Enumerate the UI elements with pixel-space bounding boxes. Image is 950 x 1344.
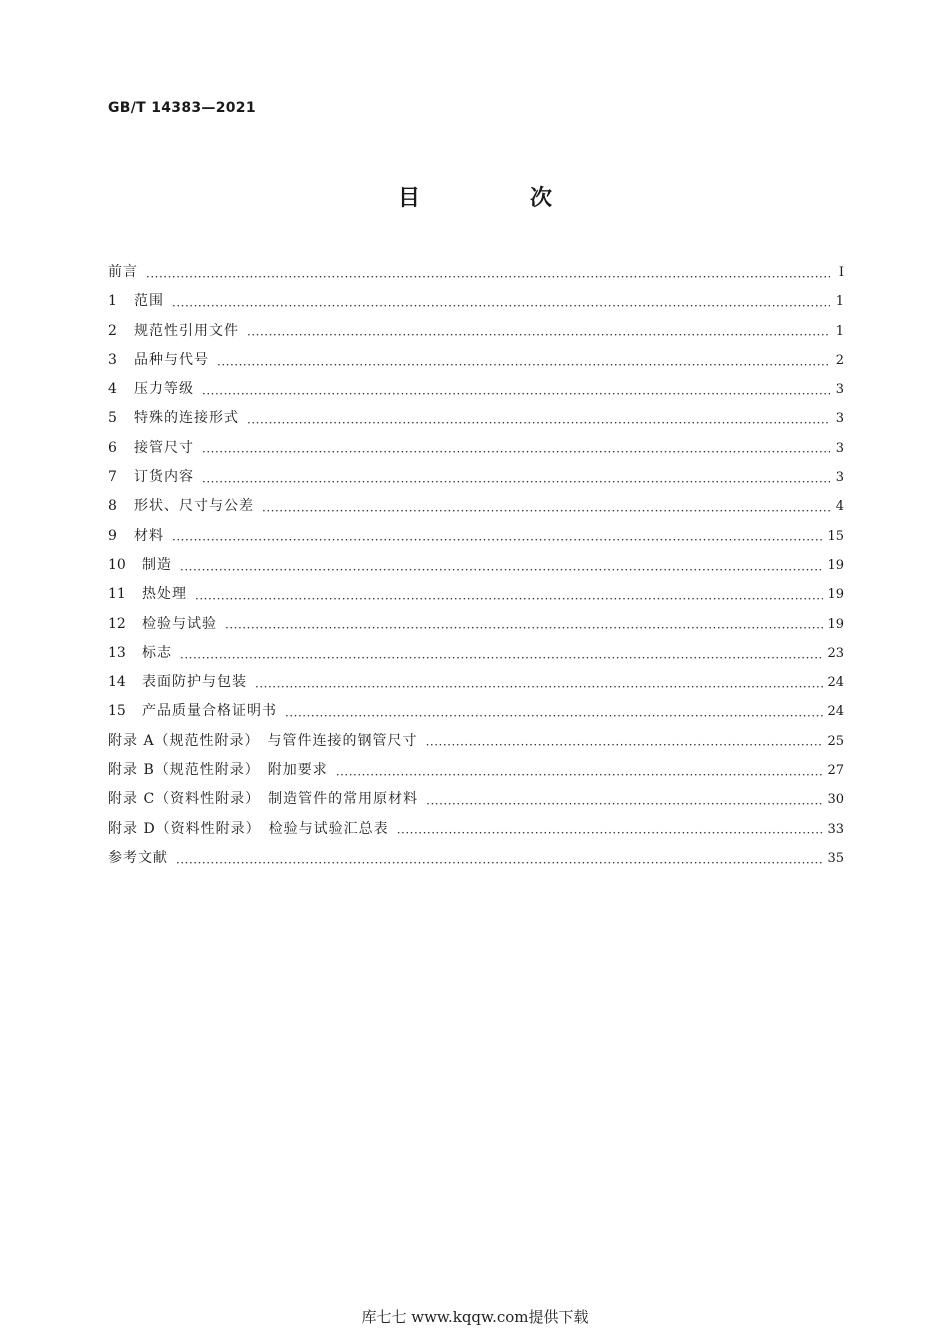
toc-entry-foreword[interactable]: [108, 258, 844, 287]
toc-entry-12[interactable]: [108, 610, 844, 639]
toc-entry-title: 材料: [134, 527, 164, 544]
table-of-contents: [108, 258, 844, 873]
toc-leader-dots: [255, 676, 823, 690]
toc-leader-dots: [180, 559, 823, 573]
toc-entry-title: 附录 D（资料性附录） 检验与试验汇总表: [108, 820, 389, 837]
toc-section-number: 1: [108, 293, 117, 310]
toc-entry-4[interactable]: [108, 375, 844, 404]
toc-entry-title: 热处理: [142, 586, 187, 603]
toc-leader-dots: [247, 412, 830, 426]
toc-section-number: 15: [108, 703, 126, 720]
toc-entry-6[interactable]: [108, 434, 844, 463]
toc-section-number: 2: [108, 322, 117, 339]
toc-page-number: 19: [827, 616, 844, 632]
toc-section-number: 11: [108, 586, 126, 603]
toc-leader-dots: [397, 822, 824, 836]
toc-entry-appendix-a[interactable]: [108, 727, 844, 756]
toc-section-number: 10: [108, 556, 126, 573]
toc-page-number: 1: [835, 323, 844, 339]
toc-entry-title: 规范性引用文件: [134, 322, 239, 339]
toc-entry-9[interactable]: [108, 522, 844, 551]
toc-entry-title: 检验与试验: [142, 615, 217, 632]
toc-entry-11[interactable]: [108, 580, 844, 609]
toc-leader-dots: [202, 441, 830, 455]
document-code: GB/T 14383—2021: [108, 100, 256, 116]
toc-entry-title: 标志: [142, 644, 172, 661]
toc-leader-dots: [172, 529, 823, 543]
toc-leader-dots: [336, 764, 824, 778]
toc-section-number: 3: [108, 351, 117, 368]
toc-entry-title: 附录 C（资料性附录） 制造管件的常用原材料: [108, 791, 419, 808]
toc-section-number: 14: [108, 674, 126, 691]
toc-entry-2[interactable]: [108, 317, 844, 346]
toc-section-number: 6: [108, 439, 117, 456]
toc-entry-title: 附录 A（规范性附录） 与管件连接的钢管尺寸: [108, 732, 418, 749]
toc-entry-bibliography[interactable]: [108, 844, 844, 873]
toc-entry-title: 范围: [134, 293, 164, 310]
page-title: 目 次: [397, 186, 596, 211]
toc-page-number: 3: [835, 470, 844, 486]
toc-entry-title: 参考文献: [108, 849, 168, 866]
toc-page-number: 25: [827, 733, 844, 749]
toc-section-number: 5: [108, 410, 117, 427]
toc-entry-title: 形状、尺寸与公差: [134, 498, 254, 515]
toc-page-number: 4: [835, 499, 844, 515]
toc-entry-title: 品种与代号: [134, 351, 209, 368]
toc-page-number: 23: [827, 645, 844, 661]
toc-page-number: 19: [827, 587, 844, 603]
toc-entry-15[interactable]: [108, 697, 844, 726]
toc-page-number: 2: [835, 352, 844, 368]
toc-entry-title: 订货内容: [134, 469, 194, 486]
toc-section-number: 12: [108, 615, 126, 632]
toc-page-number: 27: [827, 763, 844, 779]
toc-page-number: 3: [835, 382, 844, 398]
toc-leader-dots: [426, 793, 823, 807]
toc-entry-10[interactable]: [108, 551, 844, 580]
toc-page-number: 35: [827, 850, 844, 866]
toc-section-number: 8: [108, 498, 117, 515]
download-footer-note: 库七七 www.kqqw.com提供下载: [361, 1308, 589, 1326]
toc-page-number: 19: [827, 557, 844, 573]
toc-entry-title: 附录 B（规范性附录） 附加要求: [108, 762, 328, 779]
toc-entry-7[interactable]: [108, 463, 844, 492]
toc-entry-title: 特殊的连接形式: [134, 410, 239, 427]
toc-page-number: 3: [835, 411, 844, 427]
toc-section-number: 7: [108, 469, 117, 486]
toc-leader-dots: [172, 295, 830, 309]
toc-leader-dots: [225, 617, 823, 631]
toc-leader-dots: [285, 705, 823, 719]
toc-page-number: 1: [835, 294, 844, 310]
toc-entry-title: 制造: [142, 556, 172, 573]
toc-entry-appendix-c[interactable]: [108, 785, 844, 814]
toc-entry-3[interactable]: [108, 346, 844, 375]
toc-entry-title: 产品质量合格证明书: [142, 703, 277, 720]
toc-section-number: 9: [108, 527, 117, 544]
toc-page-number: 3: [835, 440, 844, 456]
toc-entry-14[interactable]: [108, 668, 844, 697]
toc-entry-8[interactable]: [108, 492, 844, 521]
toc-leader-dots: [146, 266, 830, 280]
toc-section-number: 4: [108, 381, 117, 398]
toc-section-number: 13: [108, 644, 126, 661]
toc-entry-13[interactable]: [108, 639, 844, 668]
toc-entry-title: 压力等级: [134, 381, 194, 398]
toc-page-number: 33: [827, 821, 844, 837]
toc-entry-5[interactable]: [108, 404, 844, 433]
toc-entry-1[interactable]: [108, 287, 844, 316]
toc-entry-title: 接管尺寸: [134, 439, 194, 456]
toc-entry-appendix-d[interactable]: [108, 815, 844, 844]
toc-leader-dots: [217, 354, 830, 368]
toc-leader-dots: [195, 588, 823, 602]
toc-page-number: 30: [827, 792, 844, 808]
toc-entry-appendix-b[interactable]: [108, 756, 844, 785]
toc-leader-dots: [202, 383, 830, 397]
toc-leader-dots: [176, 852, 823, 866]
toc-page-number: 24: [827, 704, 844, 720]
toc-leader-dots: [262, 500, 830, 514]
toc-entry-title: 表面防护与包装: [142, 674, 247, 691]
toc-page-number: 24: [827, 675, 844, 691]
toc-page-number: Ⅰ: [838, 265, 844, 280]
toc-leader-dots: [180, 647, 823, 661]
toc-leader-dots: [202, 471, 830, 485]
toc-page-number: 15: [827, 528, 844, 544]
toc-leader-dots: [426, 734, 824, 748]
toc-entry-title: 前言: [108, 264, 138, 280]
toc-leader-dots: [247, 324, 830, 338]
